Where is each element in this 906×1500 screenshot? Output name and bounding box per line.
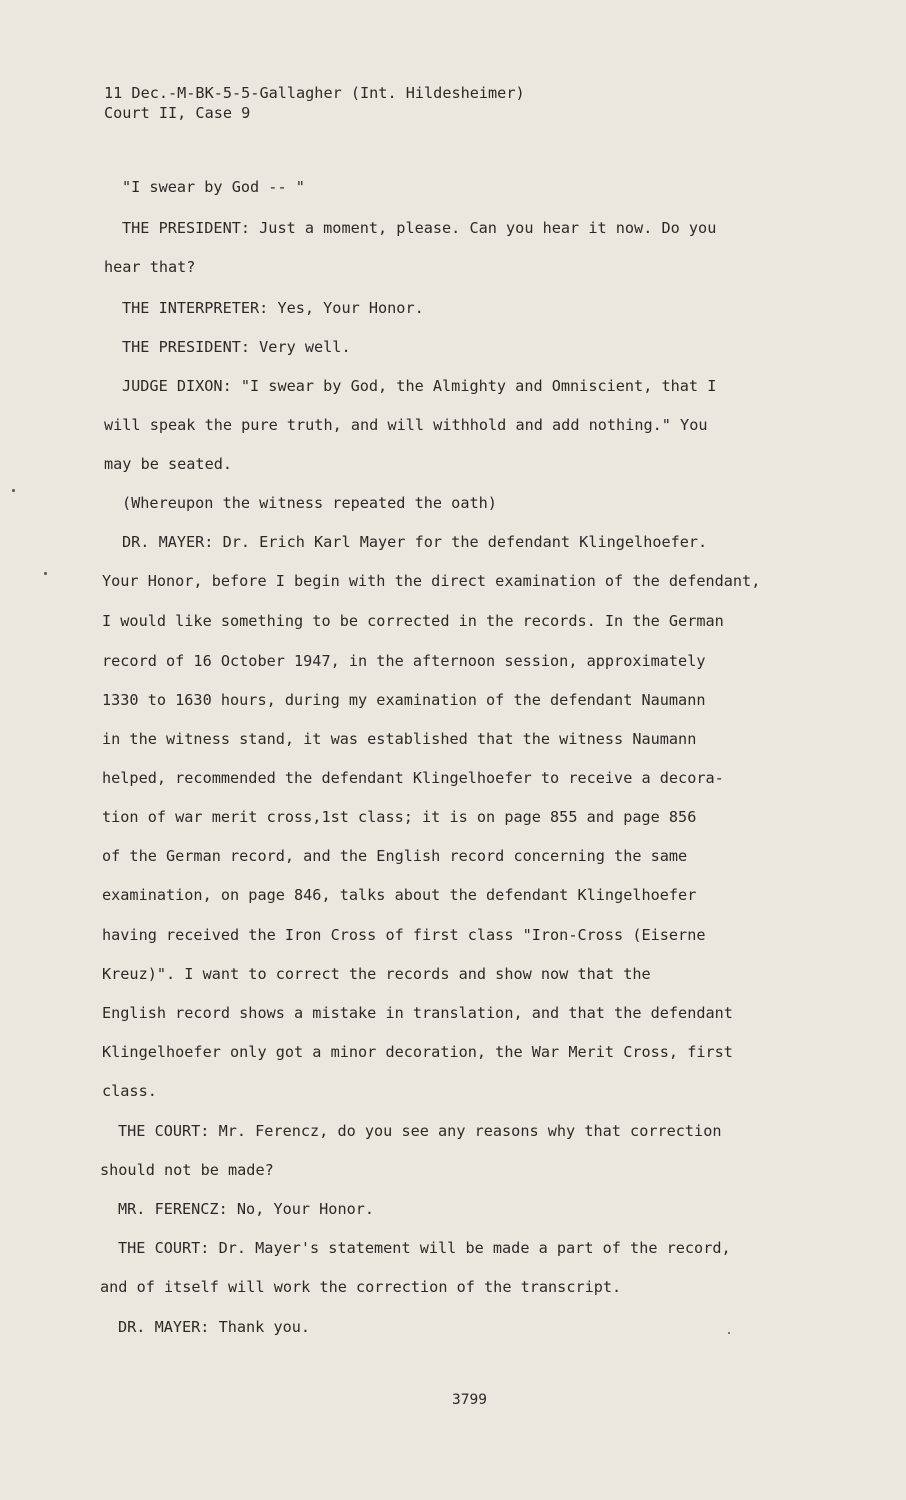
body-line: DR. MAYER: Dr. Erich Karl Mayer for the defendant Klingelhoefer. xyxy=(122,533,708,551)
body-line: and of itself will work the correction of the transcript. xyxy=(100,1278,622,1296)
body-line: hear that? xyxy=(104,258,196,276)
body-line: THE PRESIDENT: Just a moment, please. Can you hear it now. Do you xyxy=(122,219,717,237)
oath-quote-line: "I swear by God -- " xyxy=(122,178,305,196)
body-line: Kreuz)". I want to correct the records and show now that the xyxy=(102,965,651,983)
body-line: will speak the pure truth, and will withhold and add nothing." You xyxy=(104,416,708,434)
body-line: may be seated. xyxy=(104,455,233,473)
body-line: Your Honor, before I begin with the direct examination of the defendant, xyxy=(102,572,761,590)
body-line: having received the Iron Cross of first class "Iron-Cross (Eiserne xyxy=(102,926,706,944)
paper-speck xyxy=(12,489,15,492)
body-line: examination, on page 846, talks about the defendant Klingelhoefer xyxy=(102,886,697,904)
paper-speck xyxy=(44,572,47,575)
body-line: of the German record, and the English record concerning the same xyxy=(102,847,688,865)
body-line: THE COURT: Mr. Ferencz, do you see any reasons why that correction xyxy=(118,1122,722,1140)
body-line: MR. FERENCZ: No, Your Honor. xyxy=(118,1200,375,1218)
page-number: 3799 xyxy=(452,1392,487,1408)
body-line: record of 16 October 1947, in the afternoon session, approximately xyxy=(102,652,706,670)
body-line: THE COURT: Dr. Mayer's statement will be made a part of the record, xyxy=(118,1239,731,1257)
body-line: I would like something to be corrected in the records. In the German xyxy=(102,612,724,630)
body-line: THE PRESIDENT: Very well. xyxy=(122,338,351,356)
body-line: Klingelhoefer only got a minor decoration, the War Merit Cross, first xyxy=(102,1043,733,1061)
body-line: helped, recommended the defendant Klingelhoefer to receive a decora- xyxy=(102,769,724,787)
body-line: JUDGE DIXON: "I swear by God, the Almighty and Omniscient, that I xyxy=(122,377,717,395)
body-line: 1330 to 1630 hours, during my examination of the defendant Naumann xyxy=(102,691,706,709)
body-line: English record shows a mistake in translation, and that the defendant xyxy=(102,1004,733,1022)
body-line: class. xyxy=(102,1082,157,1100)
body-line: should not be made? xyxy=(100,1161,274,1179)
header-line-1: 11 Dec.-M-BK-5-5-Gallagher (Int. Hildesheimer) xyxy=(104,84,525,102)
body-line: THE INTERPRETER: Yes, Your Honor. xyxy=(122,299,424,317)
body-line: tion of war merit cross,1st class; it is on page 855 and page 856 xyxy=(102,808,697,826)
body-line: (Whereupon the witness repeated the oath) xyxy=(122,494,497,512)
body-line: DR. MAYER: Thank you. xyxy=(118,1318,311,1336)
header-line-2: Court II, Case 9 xyxy=(104,104,251,122)
paper-speck xyxy=(728,1332,730,1334)
body-line: in the witness stand, it was established that the witness Naumann xyxy=(102,730,697,748)
